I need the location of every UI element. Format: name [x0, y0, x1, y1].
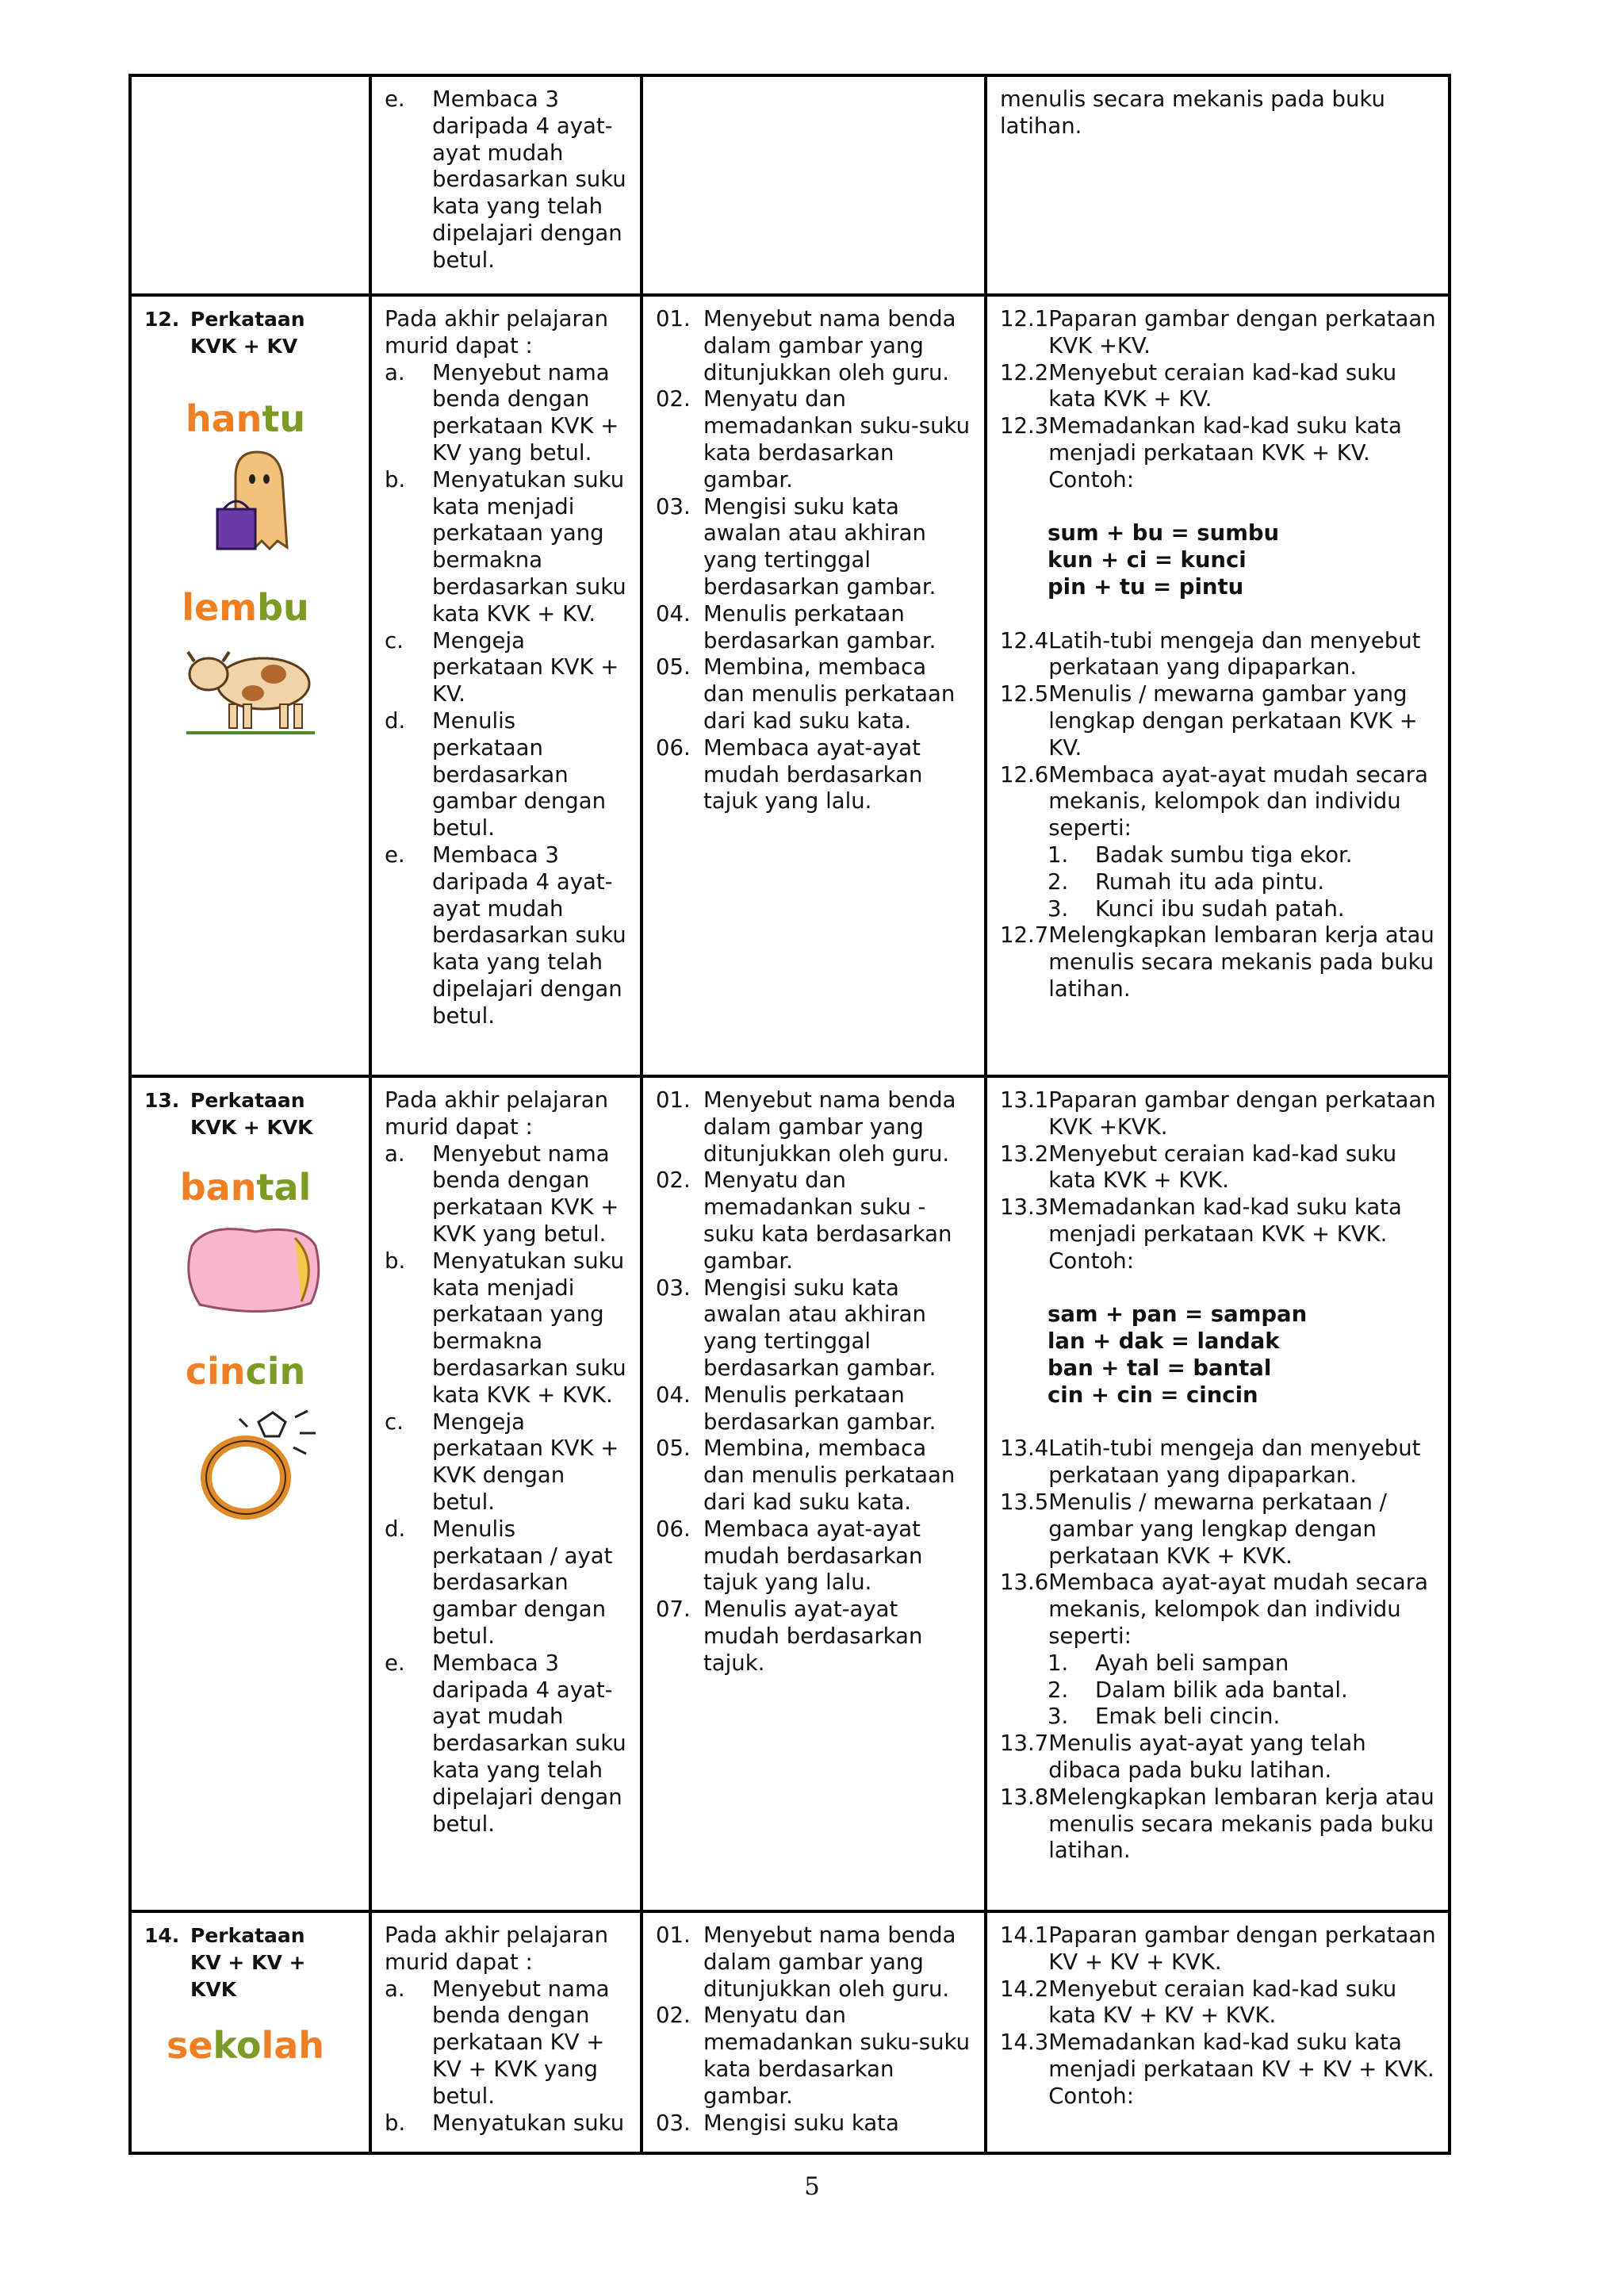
activity-item: 14.2 Menyebut ceraian kad-kad suku kata KV + KV + KVK.	[1000, 1976, 1397, 2029]
pillow-image	[176, 1214, 327, 1325]
example-equation: lan + dak = landak	[1048, 1328, 1280, 1355]
skills-cell	[642, 1911, 986, 2153]
activity-item: 12.1 Paparan gambar dengan perkataan KVK +KV.	[1000, 306, 1436, 358]
example-equation: sum + bu = sumbu	[1048, 520, 1280, 546]
example-word-bantal: bantal	[179, 1165, 312, 1209]
example-equation: ban + tal = bantal	[1048, 1355, 1272, 1381]
activities-list	[1000, 1922, 1437, 2110]
skill-item: 03. Mengisi suku kata awalan atau akhiran yang tertinggal berdasarkan gambar.	[656, 1274, 936, 1381]
objectives-list	[385, 1141, 629, 1838]
activity-item: 13.3 Memadankan kad-kad suku kata menjadi perkataan KVK + KVK. Contoh:	[1000, 1194, 1402, 1274]
example-equation: pin + tu = pintu	[1048, 573, 1244, 600]
activity-item: 12.7 Melengkapkan lembaran kerja atau menulis secara mekanis pada buku latihan.	[1000, 922, 1434, 1002]
objective-item: e. Membaca 3 daripada 4 ayat-ayat mudah berdasarkan suku kata yang telah dipelajari dengan betul.	[385, 841, 626, 1029]
topic-cell	[130, 295, 370, 1076]
activity-item: 12.3 Memadankan kad-kad suku kata menjadi perkataan KVK + KV. Contoh:	[1000, 413, 1402, 493]
example-sentence: 3. Emak beli cincin.	[1048, 1704, 1281, 1730]
table-row	[130, 295, 1450, 1076]
skill-item: 02. Menyatu dan memadankan suku-suku kata berdasarkan gambar.	[656, 2003, 971, 2109]
skill-item: 05. Membina, membaca dan menulis perkataan dari kad suku kata.	[656, 654, 956, 734]
objective-item: b. Menyatukan suku	[385, 2110, 625, 2136]
example-equation: cin + cin = cincin	[1048, 1382, 1258, 1408]
skills-list	[656, 1087, 973, 1677]
activity-item: 14.3 Memadankan kad-kad suku kata menjadi perkataan KV + KV + KVK. Contoh:	[1000, 2030, 1434, 2109]
objective-item: b. Menyatukan suku kata menjadi perkataan yang bermakna berdasarkan suku kata KVK + KV.	[385, 466, 626, 627]
objective-item: a. Menyebut nama benda dengan perkataan KVK + KV yang betul.	[385, 359, 619, 466]
activities-list	[1000, 306, 1437, 1003]
table-row	[130, 1911, 1450, 2153]
objectives-cell	[370, 75, 642, 295]
topic-heading: 13. Perkataan KVK + KVK	[144, 1089, 313, 1139]
objectives-cell: Pada akhir pelajaran murid dapat : a. Menyebut nama benda dengan perkataan KV + KV + KVK yang betul. b. Menyatukan suku	[370, 1911, 642, 2153]
activity-item: 13.7 Menulis ayat-ayat yang telah dibaca pada buku latihan.	[1000, 1731, 1366, 1783]
lesson-plan-table	[128, 74, 1451, 2155]
skill-item: 01. Menyebut nama benda dalam gambar yang ditunjukkan oleh guru.	[656, 1087, 956, 1167]
skills-cell	[642, 295, 986, 1076]
table-row	[130, 75, 1450, 295]
objectives-list	[385, 360, 629, 1030]
ghost-image	[200, 446, 303, 557]
example-sentence: 1. Badak sumbu tiga ekor.	[1048, 841, 1353, 868]
skill-item: 06. Membaca ayat-ayat mudah berdasarkan tajuk yang lalu.	[656, 734, 923, 815]
objectives-cell: Pada akhir pelajaran murid dapat : a. Menyebut nama benda dengan perkataan KVK + KVK yang betul. b. Menyatukan suku kata menjadi perkataan yang bermakna berdasarkan suku kata KVK + KVK. c. Mengeja perkataan KVK + KVK dengan betul. d. Menulis perkataan / ayat berdasarkan gambar dengan betul. e. Membaca 3 daripada 4 ayat-ayat mudah berdasarkan suku kata yang telah dipelajari dengan betul.	[370, 1076, 642, 1911]
activities-cell	[986, 75, 1450, 295]
activity-item: 12.4 Latih-tubi mengeja dan menyebut perkataan yang dipaparkan.	[1000, 627, 1421, 680]
objective-item: a. Menyebut nama benda dengan perkataan KV + KV + KVK yang betul.	[385, 1976, 610, 2109]
page-number: 5	[804, 2172, 820, 2201]
activities-list	[1000, 1087, 1437, 1865]
example-equation: sam + pan = sampan	[1048, 1301, 1308, 1328]
activity-item: 13.4 Latih-tubi mengeja dan menyebut perkataan yang dipaparkan.	[1000, 1435, 1421, 1489]
objective-item: e. Membaca 3 daripada 4 ayat-ayat mudah berdasarkan suku kata yang telah dipelajari dengan betul.	[385, 86, 626, 273]
activity-continuation: menulis secara mekanis pada buku latihan.	[1000, 86, 1385, 139]
activity-item: 13.5 Menulis / mewarna perkataan / gambar yang lengkap dengan perkataan KVK + KVK.	[1000, 1489, 1387, 1569]
skill-item: 06. Membaca ayat-ayat mudah berdasarkan tajuk yang lalu.	[656, 1516, 923, 1596]
cow-image	[180, 634, 323, 738]
example-word-sekolah: sekolah	[166, 2024, 325, 2068]
objective-item: c. Mengeja perkataan KVK + KV.	[385, 627, 619, 707]
topic-cell	[130, 1076, 370, 1911]
activity-item: 12.5 Menulis / mewarna gambar yang lengkap dengan perkataan KVK + KV.	[1000, 681, 1418, 761]
example-sentence: 2. Dalam bilik ada bantal.	[1048, 1677, 1348, 1703]
objective-item: d. Menulis perkataan berdasarkan gambar dengan betul.	[385, 707, 606, 841]
activity-item: 13.8 Melengkapkan lembaran kerja atau menulis secara mekanis pada buku latihan.	[1000, 1784, 1434, 1864]
topic-heading: 12. Perkataan KVK + KV	[144, 308, 305, 358]
objectives-list	[385, 1976, 629, 2137]
skill-item: 04. Menulis perkataan berdasarkan gambar.	[656, 600, 936, 654]
skill-item: 02. Menyatu dan memadankan suku - suku kata berdasarkan gambar.	[656, 1167, 952, 1274]
activity-item: 12.2 Menyebut ceraian kad-kad suku kata KVK + KV.	[1000, 359, 1397, 412]
objective-item: d. Menulis perkataan / ayat berdasarkan gambar dengan betul.	[385, 1516, 613, 1649]
skills-cell	[642, 75, 986, 295]
topic-cell	[130, 75, 370, 295]
example-word-lembu: lembu	[182, 585, 309, 629]
skills-list	[656, 1922, 973, 2137]
activity-item: 13.6 Membaca ayat-ayat mudah secara mekanis, kelompok dan individu seperti:	[1000, 1570, 1428, 1649]
objectives-cell: Pada akhir pelajaran murid dapat : a. Menyebut nama benda dengan perkataan KVK + KV yang betul. b. Menyatukan suku kata menjadi perkataan yang bermakna berdasarkan suku kata KVK + KV. c. Mengeja perkataan KVK + KV. d. Menulis perkataan berdasarkan gambar dengan betul. e. Membaca 3 daripada 4 ayat-ayat mudah berdasarkan suku kata yang telah dipelajari dengan betul.	[370, 295, 642, 1076]
example-equation: kun + ci = kunci	[1048, 547, 1247, 573]
skill-item: 03. Mengisi suku kata	[656, 2110, 899, 2136]
activities-cell	[986, 295, 1450, 1076]
activity-item: 12.6 Membaca ayat-ayat mudah secara mekanis, kelompok dan individu seperti:	[1000, 761, 1428, 841]
example-word-cincin: cincin	[185, 1349, 306, 1393]
example-sentence: 1. Ayah beli sampan	[1048, 1650, 1289, 1676]
activities-cell	[986, 1911, 1450, 2153]
objective-item: a. Menyebut nama benda dengan perkataan KVK + KVK yang betul.	[385, 1140, 619, 1247]
topic-cell	[130, 1911, 370, 2153]
example-sentence: 3. Kunci ibu sudah patah.	[1048, 895, 1345, 922]
activities-cell	[986, 1076, 1450, 1911]
skill-item: 01. Menyebut nama benda dalam gambar yang ditunjukkan oleh guru.	[656, 1922, 956, 2002]
example-word-hantu: hantu	[185, 397, 306, 440]
activity-item: 13.2 Menyebut ceraian kad-kad suku kata KVK + KVK.	[1000, 1140, 1397, 1194]
topic-heading: 14. Perkataan KV + KV + KVK	[144, 1924, 306, 2001]
skill-item: 07. Menulis ayat-ayat mudah berdasarkan tajuk.	[656, 1596, 923, 1676]
example-sentence: 2. Rumah itu ada pintu.	[1048, 868, 1325, 895]
table-row	[130, 1076, 1450, 1911]
ring-image	[184, 1398, 319, 1525]
skill-item: 02. Menyatu dan memadankan suku-suku kata berdasarkan gambar.	[656, 386, 971, 493]
objective-item: c. Mengeja perkataan KVK + KVK dengan betul.	[385, 1409, 619, 1515]
skills-cell	[642, 1076, 986, 1911]
skill-item: 05. Membina, membaca dan menulis perkataan dari kad suku kata.	[656, 1435, 956, 1515]
objective-item: b. Menyatukan suku kata menjadi perkataan yang bermakna berdasarkan suku kata KVK + KVK.	[385, 1248, 626, 1408]
objective-item: e. Membaca 3 daripada 4 ayat-ayat mudah berdasarkan suku kata yang telah dipelajari dengan betul.	[385, 1650, 626, 1837]
skill-item: 04. Menulis perkataan berdasarkan gambar.	[656, 1382, 936, 1435]
skill-item: 01. Menyebut nama benda dalam gambar yang ditunjukkan oleh guru.	[656, 306, 956, 385]
skills-list	[656, 306, 973, 815]
activity-item: 14.1 Paparan gambar dengan perkataan KV + KV + KVK.	[1000, 1922, 1436, 1975]
activity-item: 13.1 Paparan gambar dengan perkataan KVK +KVK.	[1000, 1087, 1436, 1140]
skill-item: 03. Mengisi suku kata awalan atau akhiran yang tertinggal berdasarkan gambar.	[656, 493, 936, 600]
